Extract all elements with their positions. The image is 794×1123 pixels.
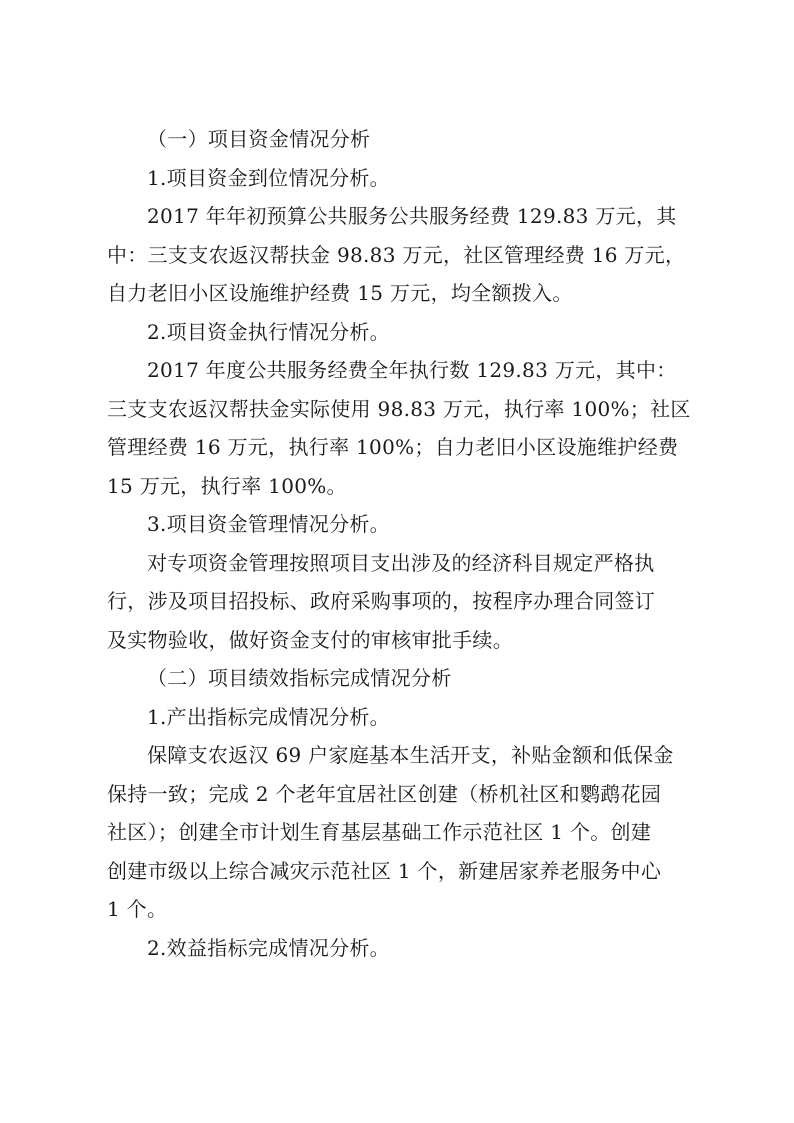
paragraph-line: 保持一致；完成 2 个老年宜居社区创建（桥机社区和鹦鹉花园 <box>107 781 662 806</box>
subheading-funding-execution: 2.项目资金执行情况分析。 <box>147 319 390 344</box>
subheading-output-indicators: 1.产出指标完成情况分析。 <box>147 704 390 729</box>
paragraph-line: 管理经费 16 万元，执行率 100%；自力老旧小区设施维护经费 <box>107 435 679 459</box>
paragraph-line: 15 万元，执行率 100%。 <box>107 473 347 498</box>
paragraph-line: 中：三支支农返汉帮扶金 98.83 万元，社区管理经费 16 万元， <box>107 242 686 267</box>
paragraph-line: 自力老旧小区设施维护经费 15 万元，均全额拨入。 <box>107 281 573 305</box>
paragraph-line: 行，涉及项目招投标、政府采购事项的，按程序办理合同签订 <box>107 589 656 613</box>
paragraph-line: 及实物验收，做好资金支付的审核审批手续。 <box>107 627 513 652</box>
paragraph-line: 2017 年度公共服务经费全年执行数 129.83 万元，其中： <box>147 358 677 382</box>
document-body <box>107 120 691 967</box>
subheading-funding-management: 3.项目资金管理情况分析。 <box>147 512 390 536</box>
paragraph-line: 创建市级以上综合减灾示范社区 1 个，新建居家养老服务中心 <box>107 858 662 883</box>
subheading-benefit-indicators: 2.效益指标完成情况分析。 <box>147 935 390 960</box>
paragraph-line: 保障支农返汉 69 户家庭基本生活开支，补贴金额和低保金 <box>147 743 674 767</box>
paragraph-line: 2017 年年初预算公共服务公共服务经费 129.83 万元，其 <box>147 204 677 228</box>
section-heading-2: （二）项目绩效指标完成情况分析 <box>147 666 452 690</box>
section-heading-1: （一）项目资金情况分析 <box>147 127 371 151</box>
paragraph-line: 社区）；创建全市计划生育基层基础工作示范社区 1 个。创建 <box>107 820 652 844</box>
paragraph-line: 对专项资金管理按照项目支出涉及的经济科目规定严格执 <box>147 550 655 575</box>
paragraph-line: 三支支农返汉帮扶金实际使用 98.83 万元，执行率 100%；社区 <box>107 396 691 421</box>
paragraph-line: 1 个。 <box>107 897 168 921</box>
subheading-funding-arrival: 1.项目资金到位情况分析。 <box>147 165 390 190</box>
